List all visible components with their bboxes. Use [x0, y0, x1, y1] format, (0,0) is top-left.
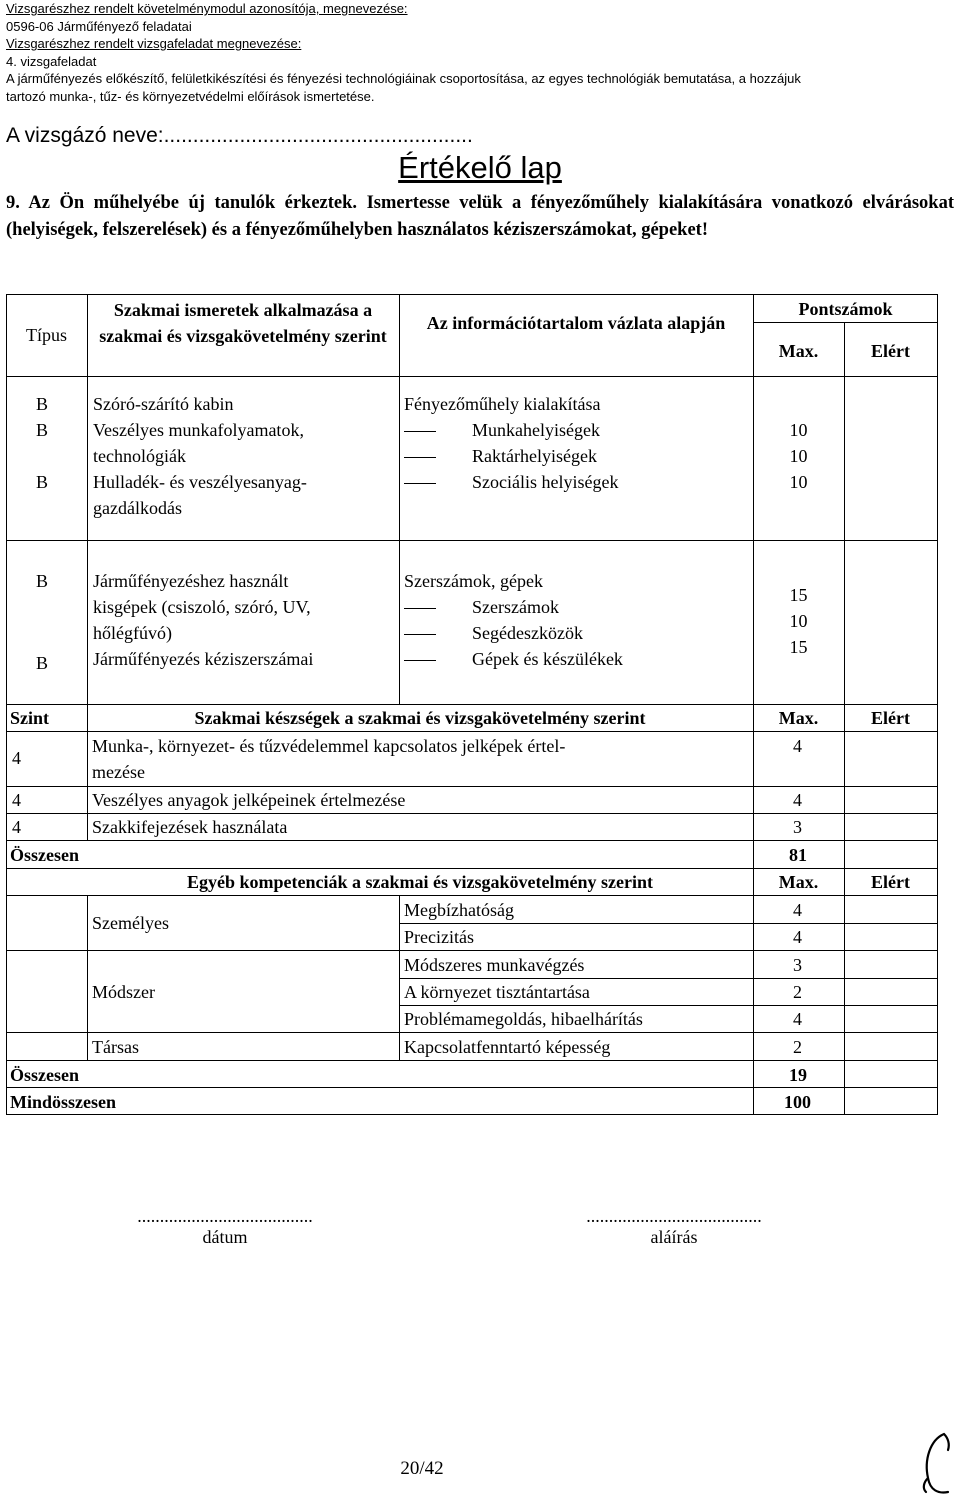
- competence-item: Kapcsolatfenntartó képesség: [404, 1037, 611, 1057]
- type-code: B: [36, 653, 49, 673]
- competence-max: 2: [793, 982, 802, 1002]
- grand-total: 100: [784, 1092, 811, 1112]
- header-line: A járműfényezés előkészítő, felületkikészítési és fényezési technológiáinak csoportosítása, az egyes technológiák bemutatása, a hozzájuk: [6, 71, 801, 86]
- header-type: Típus: [25, 325, 67, 345]
- competence-item: A környezet tisztántartása: [404, 982, 590, 1002]
- competence-max: 3: [793, 955, 802, 975]
- skill-text: Veszélyes anyagok jelképeinek értelmezése: [92, 790, 406, 810]
- header-points: Pontszámok: [798, 299, 893, 319]
- page-title: Értékelő lap: [398, 150, 562, 185]
- header-knowledge: Szakmai ismeretek alkalmazása a szakmai és vizsgakövetelmény szerint: [99, 300, 387, 346]
- skill-level: 4: [12, 790, 21, 810]
- type-code: B: [36, 420, 49, 440]
- competence-group: Személyes: [92, 913, 169, 933]
- evaluation-table: [6, 294, 938, 1114]
- type-code: B: [36, 571, 49, 591]
- header-achieved: Elért: [871, 341, 910, 361]
- skill-text: Szakkifejezések használata: [92, 817, 288, 837]
- competence-max: 4: [793, 927, 802, 947]
- header-line: Vizsgarészhez rendelt vizsgafeladat megnevezése:: [6, 36, 302, 51]
- grand-total-label: Mindösszesen: [10, 1092, 117, 1112]
- date-field: ....................................... dátum: [137, 1206, 313, 1247]
- competences-total: 19: [789, 1065, 807, 1085]
- skills-level-header: Szint: [10, 708, 50, 728]
- header-line: tartozó munka-, tűz- és környezetvédelmi előírások ismertetése.: [6, 88, 375, 104]
- competence-group: Társas: [92, 1037, 139, 1057]
- skill-level: 4: [12, 748, 21, 768]
- signature-field: ....................................... aláírás: [586, 1206, 762, 1247]
- competences-title: Egyéb kompetenciák a szakmai és vizsgakövetelmény szerint: [187, 872, 653, 892]
- competences-achieved-header: Elért: [871, 872, 910, 892]
- competence-item: Megbízhatóság: [404, 900, 514, 920]
- header-info: Az információtartalom vázlata alapján: [426, 313, 726, 333]
- skills-total: 81: [789, 845, 807, 865]
- skill-text: Munka-, környezet- és tűzvédelemmel kapcsolatos jelképek értel- mezése: [92, 736, 566, 782]
- competence-max: 4: [793, 900, 802, 920]
- competence-item: Módszeres munkavégzés: [404, 955, 585, 975]
- info-outline: Szerszámok, gépek Szerszámok Segédeszközök Gépek és készülékek: [404, 571, 623, 669]
- document-header: [6, 0, 956, 105]
- info-outline: Fényezőműhely kialakítása Munkahelyiségek Raktárhelyiségek Szociális helyiségek: [404, 394, 619, 492]
- competences-total-label: Összesen: [10, 1065, 79, 1085]
- page-number: 20/42: [400, 1458, 444, 1479]
- handwritten-mark-icon: [918, 1430, 958, 1498]
- skills-achieved-header: Elért: [871, 708, 910, 728]
- knowledge-item: Szóró-szárító kabin Veszélyes munkafolyamatok, technológiák Hulladék- és veszélyesanyag- gazdálkodás: [93, 394, 307, 518]
- header-line: Vizsgarészhez rendelt követelménymodul azonosítója, megnevezése:: [6, 1, 408, 16]
- competence-item: Problémamegoldás, hibaelhárítás: [404, 1009, 643, 1029]
- knowledge-item: Járműfényezéshez használt kisgépek (csiszoló, szóró, UV, hőlégfúvó) Járműfényezés kéziszerszámai: [93, 571, 314, 669]
- type-code: B: [36, 394, 49, 414]
- competence-max: 4: [793, 1009, 802, 1029]
- competence-item: Precizitás: [404, 927, 474, 947]
- header-max: Max.: [778, 341, 819, 361]
- competence-max: 2: [793, 1037, 802, 1057]
- skill-max: 4: [793, 790, 802, 810]
- candidate-name-line: A vizsgázó neve:.....................................................: [6, 124, 473, 147]
- skill-max: 4: [793, 736, 802, 756]
- max-points: 10 10 10: [789, 420, 808, 492]
- max-points: 15 10 15: [789, 585, 808, 657]
- competences-max-header: Max.: [778, 872, 819, 892]
- skill-level: 4: [12, 817, 21, 837]
- task-description: 9. Az Ön műhelyébe új tanulók érkeztek. Ismertesse velük a fényezőműhely kialakítására vonatkozó elvárásokat (helyiségek, felszerelések) és a fényezőműhelyben használatos kéziszerszámokat, gépeket!: [6, 193, 954, 240]
- type-code: B: [36, 472, 49, 492]
- competence-group: Módszer: [92, 982, 155, 1002]
- header-line: 4. vizsgafeladat: [6, 53, 97, 69]
- skill-max: 3: [793, 817, 802, 837]
- header-line: 0596-06 Járműfényező feladatai: [6, 18, 192, 34]
- skills-max-header: Max.: [778, 708, 819, 728]
- skills-title: Szakmai készségek a szakmai és vizsgakövetelmény szerint: [194, 708, 646, 728]
- skills-total-label: Összesen: [10, 845, 79, 865]
